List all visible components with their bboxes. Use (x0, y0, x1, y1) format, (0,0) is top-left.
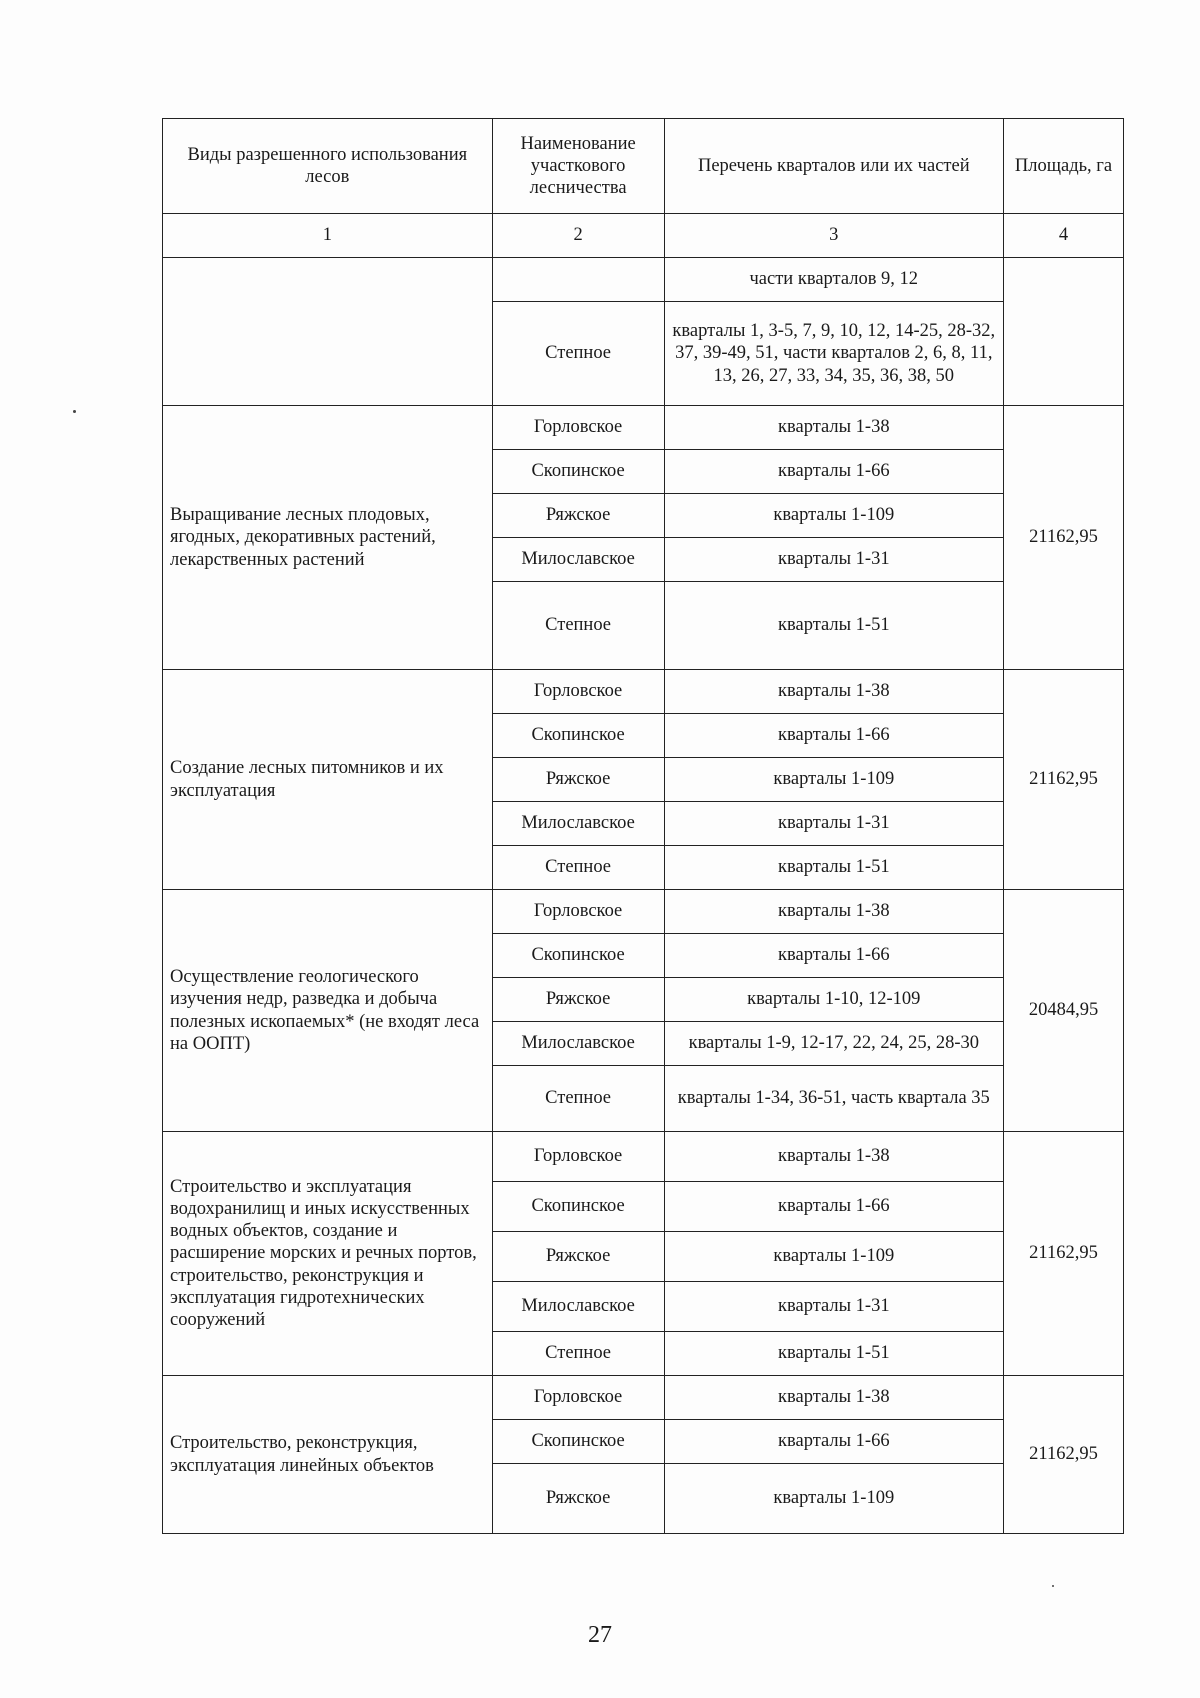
table-row (163, 1132, 1124, 1182)
quarters-cell: части кварталов 9, 12 (664, 258, 1003, 302)
forestry-cell: Горловское (492, 1132, 664, 1182)
column-number: 1 (163, 214, 493, 258)
quarters-cell: кварталы 1-109 (664, 494, 1003, 538)
use-type-cell: Создание лесных питомников и их эксплуатация (163, 670, 493, 890)
area-cell: 21162,95 (1004, 406, 1124, 670)
forestry-cell: Милославское (492, 1282, 664, 1332)
continuation-area-cell (1004, 258, 1124, 406)
forestry-cell: Степное (492, 582, 664, 670)
page-number: 27 (588, 1622, 612, 1648)
quarters-cell: кварталы 1-66 (664, 1182, 1003, 1232)
forestry-cell: Степное (492, 846, 664, 890)
quarters-cell: кварталы 1-34, 36-51, часть квартала 35 (664, 1066, 1003, 1132)
quarters-cell: кварталы 1-38 (664, 1132, 1003, 1182)
forestry-cell: Милославское (492, 1022, 664, 1066)
forestry-cell: Милославское (492, 538, 664, 582)
header-use-types: Виды разрешенного использования лесов (163, 119, 493, 214)
header-forestry-name: Наименование участкового лесничества (492, 119, 664, 214)
forestry-cell: Ряжское (492, 758, 664, 802)
forestry-cell: Скопинское (492, 934, 664, 978)
scan-speck (73, 410, 76, 413)
forestry-cell: Ряжское (492, 494, 664, 538)
use-type-cell: Осуществление геологического изучения недр, разведка и добыча полезных ископаемых* (не входят леса на ООПТ) (163, 890, 493, 1132)
table-row (163, 406, 1124, 450)
table-row (163, 670, 1124, 714)
column-number-row (163, 214, 1124, 258)
area-cell: 21162,95 (1004, 1132, 1124, 1376)
table-row (163, 1376, 1124, 1420)
forestry-cell: Горловское (492, 670, 664, 714)
quarters-cell: кварталы 1-31 (664, 538, 1003, 582)
forestry-cell: Степное (492, 302, 664, 406)
quarters-cell: кварталы 1-51 (664, 582, 1003, 670)
table-row (163, 890, 1124, 934)
quarters-cell: кварталы 1-109 (664, 758, 1003, 802)
quarters-cell: кварталы 1-51 (664, 1332, 1003, 1376)
quarters-cell: кварталы 1-66 (664, 1420, 1003, 1464)
quarters-cell: кварталы 1, 3-5, 7, 9, 10, 12, 14-25, 28-32, 37, 39-49, 51, части кварталов 2, 6, 8, 11, 13, 26, 27, 33, 34, 35, 36, 38, 50 (664, 302, 1003, 406)
quarters-cell: кварталы 1-66 (664, 450, 1003, 494)
forestry-cell: Скопинское (492, 450, 664, 494)
continuation-row (163, 258, 1124, 302)
quarters-cell: кварталы 1-66 (664, 714, 1003, 758)
quarters-cell: кварталы 1-51 (664, 846, 1003, 890)
area-cell: 21162,95 (1004, 1376, 1124, 1534)
area-cell: 20484,95 (1004, 890, 1124, 1132)
continuation-use-cell (163, 258, 493, 406)
forestry-cell: Степное (492, 1066, 664, 1132)
use-type-cell: Строительство, реконструкция, эксплуатация линейных объектов (163, 1376, 493, 1534)
quarters-cell: кварталы 1-109 (664, 1464, 1003, 1534)
quarters-cell: кварталы 1-9, 12-17, 22, 24, 25, 28-30 (664, 1022, 1003, 1066)
quarters-cell: кварталы 1-38 (664, 1376, 1003, 1420)
forestry-cell: Скопинское (492, 714, 664, 758)
area-cell: 21162,95 (1004, 670, 1124, 890)
quarters-cell: кварталы 1-66 (664, 934, 1003, 978)
use-type-cell: Строительство и эксплуатация водохранилищ и иных искусственных водных объектов, создание и расширение морских и речных портов, строительство, реконструкция и эксплуатация гидротехнических сооружений (163, 1132, 493, 1376)
column-number: 2 (492, 214, 664, 258)
quarters-cell: кварталы 1-31 (664, 1282, 1003, 1332)
header-area: Площадь, га (1004, 119, 1124, 214)
forestry-cell: Ряжское (492, 1232, 664, 1282)
quarters-cell: кварталы 1-10, 12-109 (664, 978, 1003, 1022)
quarters-cell: кварталы 1-109 (664, 1232, 1003, 1282)
forestry-cell: Горловское (492, 890, 664, 934)
forestry-cell: Скопинское (492, 1420, 664, 1464)
header-quarters-list: Перечень кварталов или их частей (664, 119, 1003, 214)
forestry-cell: Милославское (492, 802, 664, 846)
column-number: 4 (1004, 214, 1124, 258)
forestry-cell: Степное (492, 1332, 664, 1376)
quarters-cell: кварталы 1-31 (664, 802, 1003, 846)
quarters-cell: кварталы 1-38 (664, 670, 1003, 714)
forestry-cell: Ряжское (492, 1464, 664, 1534)
continuation-forestry-cell (492, 258, 664, 302)
use-type-cell: Выращивание лесных плодовых, ягодных, декоративных растений, лекарственных растений (163, 406, 493, 670)
forestry-cell: Горловское (492, 406, 664, 450)
quarters-cell: кварталы 1-38 (664, 406, 1003, 450)
scan-speck (1052, 1585, 1054, 1587)
column-number: 3 (664, 214, 1003, 258)
quarters-cell: кварталы 1-38 (664, 890, 1003, 934)
forest-use-table (162, 118, 1124, 1534)
forestry-cell: Ряжское (492, 978, 664, 1022)
forestry-cell: Скопинское (492, 1182, 664, 1232)
forestry-cell: Горловское (492, 1376, 664, 1420)
header-row (163, 119, 1124, 214)
